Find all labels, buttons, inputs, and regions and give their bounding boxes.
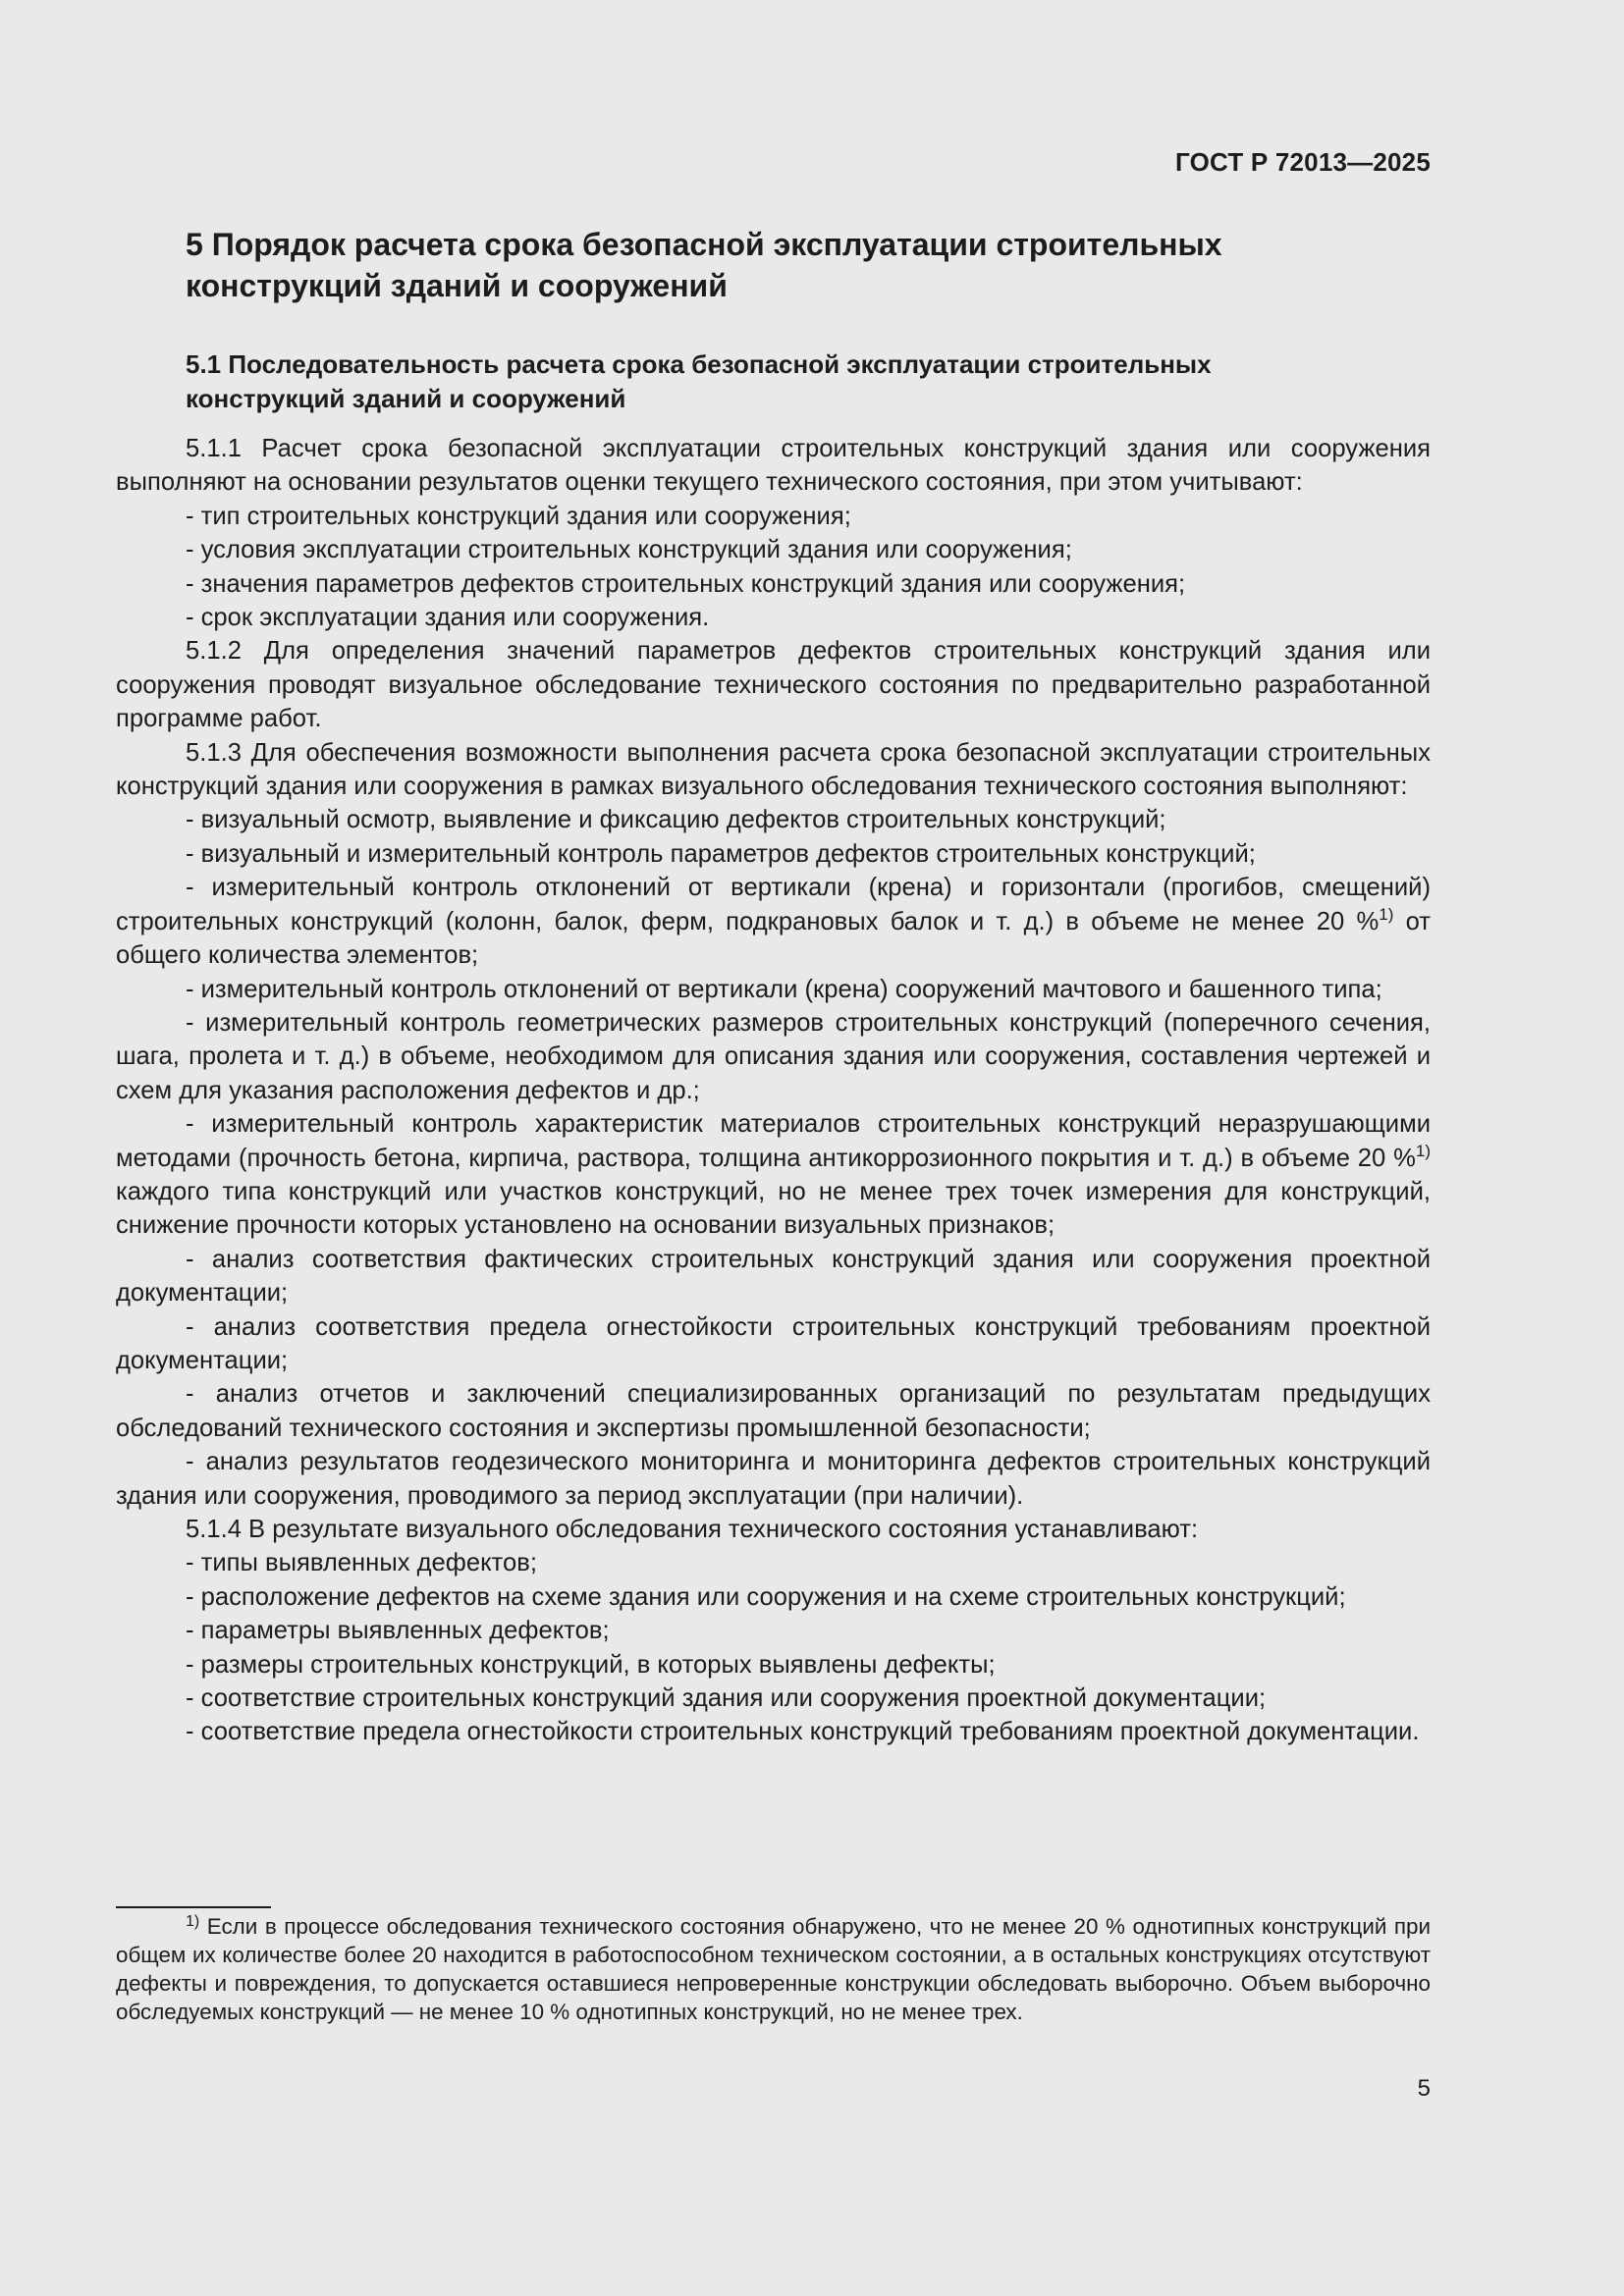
list-item: - срок эксплуатации здания или сооружения. <box>186 604 710 632</box>
list-item <box>116 871 1431 972</box>
footnote-text: Если в процессе обследования технического состояния обнаружено, что не менее 20 % однотипных конструкций при общем их количестве более 20 находится в работоспособном техническом состоянии, а в остальных конструкциях отсутствуют дефекты и повреждения, то допускается оставшиеся непроверенные конструкции обследовать выборочно. Объем выборочно обследуемых конструкций — не менее 10 % однотипных конструкций, но не менее трех. <box>116 1914 1431 2024</box>
list-item: - параметры выявленных дефектов; <box>186 1617 610 1645</box>
footnote-reference[interactable]: 1) <box>1379 904 1394 924</box>
clause-5-1-3: 5.1.3 Для обеспечения возможности выполнения расчета срока безопасной эксплуатации строительных конструкций здания или сооружения в рамках визуального обследования технического состояния выполняют: <box>116 738 1431 801</box>
footnote-reference[interactable]: 1) <box>1415 1141 1431 1160</box>
clause-5-1-2: 5.1.2 Для определения значений параметров дефектов строительных конструкций здания или сооружения проводят визуальное обследование технического состояния по предварительно разработанной программе работ. <box>116 637 1431 733</box>
list-item: - анализ результатов геодезического мониторинга и мониторинга дефектов строительных конструкций здания или сооружения, проводимого за период эксплуатации (при наличии). <box>116 1448 1431 1510</box>
list-item-text: - измерительный контроль характеристик материалов строительных конструкций неразрушающими методами (прочность бетона, кирпича, раствора, толщина антикоррозионного покрытия и т. д.) в объеме 20 % <box>116 1110 1431 1172</box>
body-text <box>116 432 1431 1749</box>
list-item: - измерительный контроль отклонений от вертикали (крена) сооружений мачтового и башенного типа; <box>186 975 1382 1003</box>
list-item-text: - измерительный контроль отклонений от вертикали (крена) и горизонтали (прогибов, смещений) строительных конструкций (колонн, балок, ферм, подкрановых балок и т. д.) в объеме не менее 20 % <box>116 874 1431 935</box>
list-item: - анализ отчетов и заключений специализированных организаций по результатам предыдущих обследований технического состояния и экспертизы промышленной безопасности; <box>116 1380 1431 1442</box>
list-item: - анализ соответствия фактических строительных конструкций здания или сооружения проектной документации; <box>116 1245 1431 1308</box>
list-item: - значения параметров дефектов строительных конструкций здания или сооружения; <box>186 569 1186 598</box>
clause-5-1-4: 5.1.4 В результате визуального обследования технического состояния устанавливают: <box>186 1516 1199 1543</box>
list-item: - визуальный осмотр, выявление и фиксацию дефектов строительных конструкций; <box>186 806 1166 834</box>
footnote-marker: 1) <box>186 1913 200 1930</box>
document-code-header: ГОСТ Р 72013—2025 <box>1175 147 1431 177</box>
list-item: - расположение дефектов на схеме здания или сооружения и на схеме строительных конструкций; <box>186 1582 1346 1611</box>
list-item: - типы выявленных дефектов; <box>186 1549 537 1577</box>
list-item: - тип строительных конструкций здания или сооружения; <box>186 502 851 530</box>
list-item: - соответствие предела огнестойкости строительных конструкций требованиям проектной документации. <box>186 1718 1420 1746</box>
subsection-title: 5.1 Последовательность расчета срока безопасной эксплуатации строительных конструкций зданий и сооружений <box>186 349 1212 413</box>
list-item-text: от общего количества элементов; <box>116 907 1431 970</box>
list-item: - соответствие строительных конструкций здания или сооружения проектной документации; <box>186 1684 1267 1713</box>
list-item: - измерительный контроль геометрических размеров строительных конструкций (поперечного сечения, шага, пролета и т. д.) в объеме, необходимом для описания здания или сооружения, составления чертежей и схем для указания расположения дефектов и др.; <box>116 1008 1431 1104</box>
list-item: - визуальный и измерительный контроль параметров дефектов строительных конструкций; <box>186 839 1256 868</box>
footnote-divider <box>116 1906 271 1908</box>
list-item: - анализ соответствия предела огнестойкости строительных конструкций требованиям проектной документации; <box>116 1312 1431 1374</box>
footnote <box>116 1912 1431 2026</box>
section-title: 5 Порядок расчета срока безопасной эксплуатации строительных конструкций зданий и сооружений <box>186 227 1222 303</box>
page-number: 5 <box>1417 2075 1431 2102</box>
list-item: - условия эксплуатации строительных конструкций здания или сооружения; <box>186 536 1072 564</box>
list-item <box>116 1107 1431 1243</box>
clause-5-1-1: 5.1.1 Расчет срока безопасной эксплуатации строительных конструкций здания или сооружения выполняют на основании результатов оценки текущего технического состояния, при этом учитывают: <box>116 435 1431 497</box>
list-item: - размеры строительных конструкций, в которых выявлены дефекты; <box>186 1650 996 1679</box>
list-item-text: каждого типа конструкций или участков конструкций, но не менее трех точек измерения для конструкций, снижение прочности которых установлено на основании визуальных признаков; <box>116 1177 1431 1240</box>
